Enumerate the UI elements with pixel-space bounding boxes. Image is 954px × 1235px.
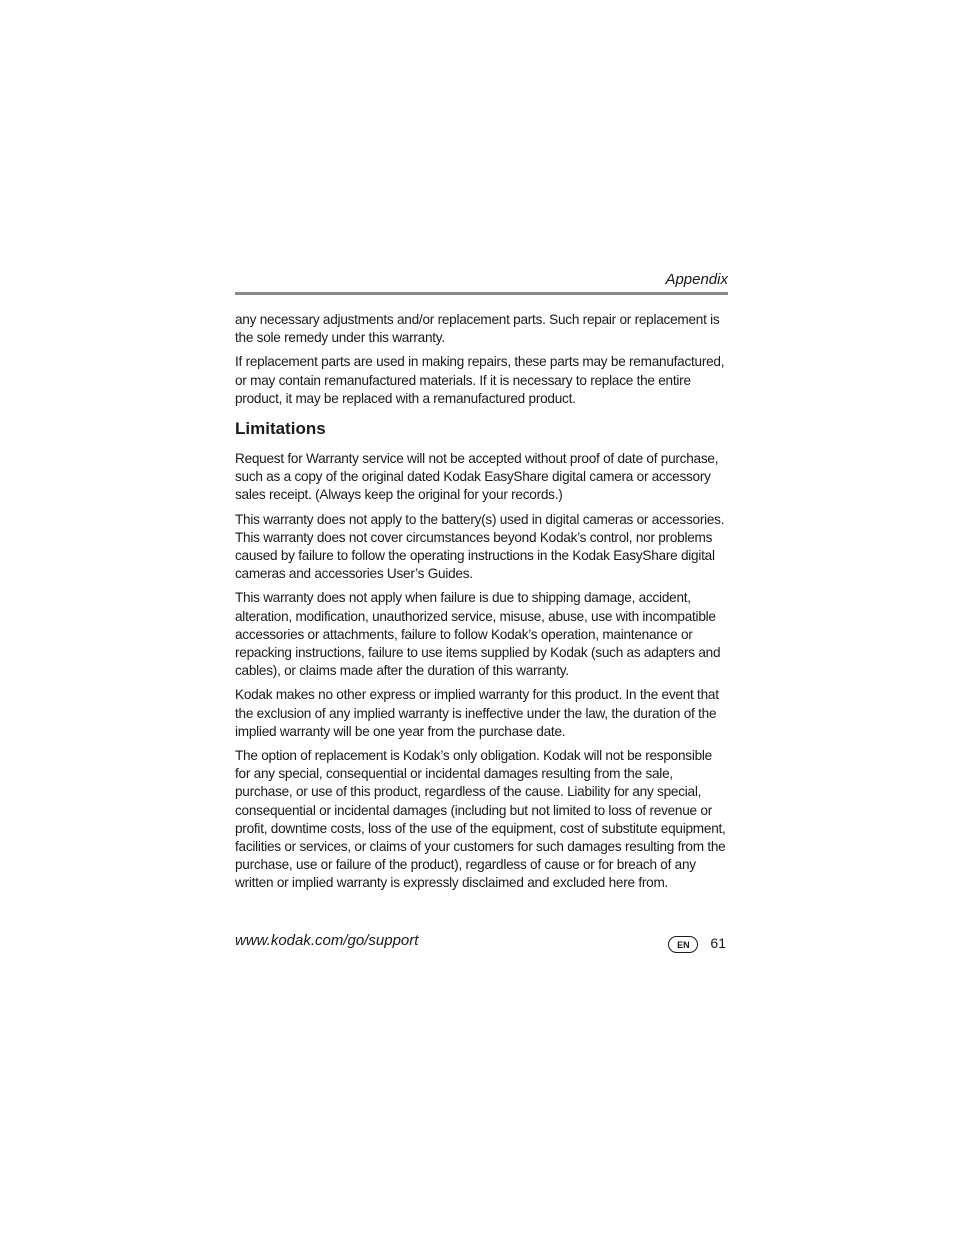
support-url: www.kodak.com/go/support bbox=[235, 932, 419, 949]
page-number: 61 bbox=[710, 934, 726, 951]
page-footer bbox=[235, 932, 728, 954]
paragraph-damage-exclusion: This warranty does not apply when failure is due to shipping damage, accident, alteration, modification, unauthorized service, misuse, abuse, use with incompatible accessories or attachments, failure to follow Kodak’s operation, maintenance or repacking instructions, failure to use items supplied by Kodak (such as adapters and cables), or claims made after the duration of this warranty. bbox=[235, 590, 721, 679]
paragraph-replacement-parts: If replacement parts are used in making repairs, these parts may be remanufactured, or may contain remanufactured materials. If it is necessary to replace the entire product, it may be replaced with a remanufactured product. bbox=[235, 354, 725, 406]
footer-right bbox=[668, 932, 726, 953]
paragraph-implied-warranty: Kodak makes no other express or implied warranty for this product. In the event that the exclusion of any implied warranty is ineffective under the law, the duration of the implied warranty will be one year from the purchase date. bbox=[235, 687, 719, 739]
page-content bbox=[235, 311, 728, 899]
language-badge: EN bbox=[668, 936, 698, 953]
paragraph-proof-of-purchase: Request for Warranty service will not be accepted without proof of date of purchase, such as a copy of the original dated Kodak EasyShare digital camera or accessory sales receipt. (Always keep the original for your records.) bbox=[235, 451, 719, 503]
section-heading-limitations: Limitations bbox=[235, 419, 326, 439]
paragraph-battery-exclusion: This warranty does not apply to the battery(s) used in digital cameras or accessories. This warranty does not cover circumstances beyond Kodak’s control, nor problems caused by failure to follow the operating instructions in the Kodak EasyShare digital cameras and accessories User’s Guides. bbox=[235, 511, 725, 582]
paragraph-repair-remedy: any necessary adjustments and/or replacement parts. Such repair or replacement is the sole remedy under this warranty. bbox=[235, 312, 720, 346]
header-rule bbox=[235, 292, 728, 295]
paragraph-liability-disclaimer: The option of replacement is Kodak’s only obligation. Kodak will not be responsible for any special, consequential or incidental damages resulting from the sale, purchase, or use of this product, regardless of the cause. Liability for any special, consequential or incidental damages (including but not limited to loss of revenue or profit, downtime costs, loss of the use of the equipment, cost of substitute equipment, facilities or services, or claims of your customers for such damages resulting from the purchase, use or failure of the product), regardless of cause or for breach of any written or implied warranty is expressly disclaimed and excluded here from. bbox=[235, 748, 726, 891]
section-header: Appendix bbox=[665, 271, 728, 288]
